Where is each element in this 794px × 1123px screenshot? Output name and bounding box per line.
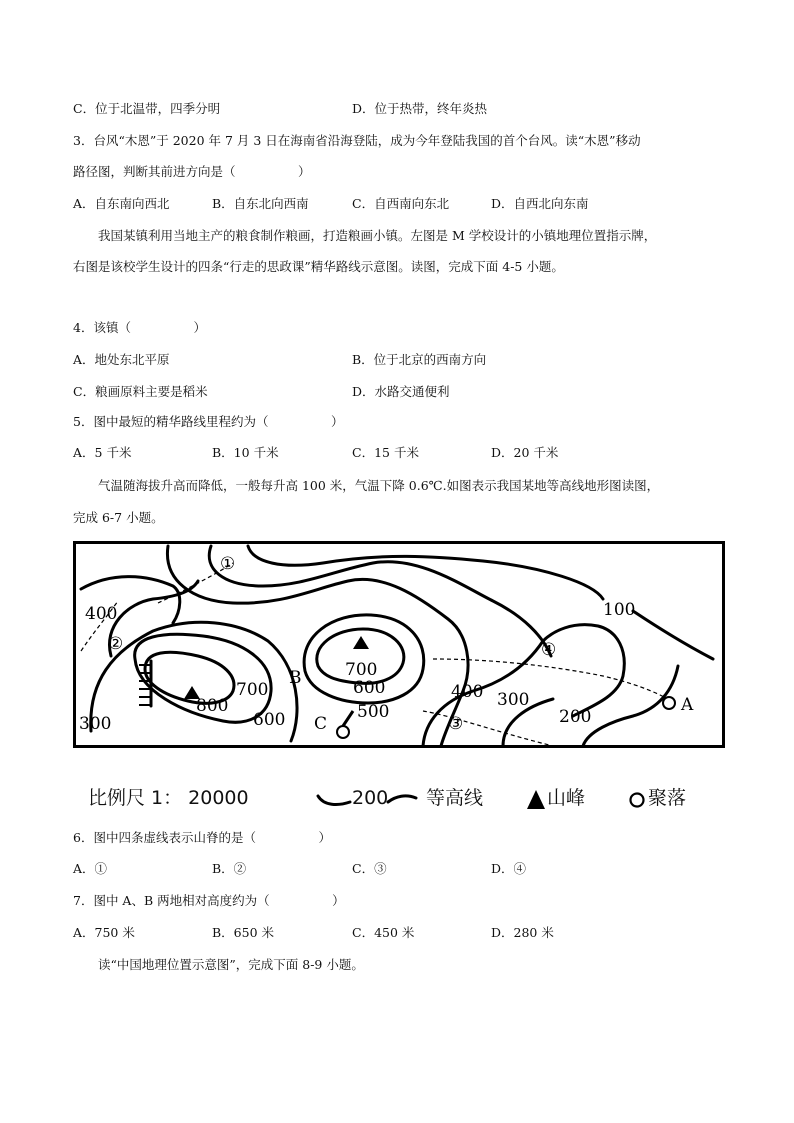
legend-peak-text: 山峰 [547,787,586,809]
q6-stem: 6．图中四条虚线表示山脊的是（ ） [73,830,331,845]
contour-label: 300 [497,690,530,710]
place-label-b: B [289,668,302,688]
legend-scale: 比例尺 1： 20000 [88,787,249,809]
q7-option-b: B．650 米 [212,925,275,940]
contour-legend-icon [316,790,352,810]
q2-option-c: C．位于北温带，四季分明 [73,101,221,116]
route-marker-3: ③ [448,714,464,734]
place-label-a: A [681,695,694,715]
intro-45-line1: 我国某镇利用当地主产的粮食制作粮画，打造粮画小镇。左图是 M 学校设计的小镇地理位置指示牌， [98,228,657,243]
legend-contour-text: 等高线 [426,787,484,809]
peak-legend-icon [526,788,546,810]
contour-label: 300 [79,714,112,734]
contour-label: 100 [603,600,636,620]
place-label-c: C [314,714,328,734]
settlement-legend-icon [628,791,646,809]
q4-stem: 4．该镇（ ） [73,320,206,335]
q5-option-c: C．15 千米 [352,445,419,460]
q3-option-a: A．自东南向西北 [73,196,170,211]
contour-label: 700 [236,680,269,700]
q3-stem-line2: 路径图，判断其前进方向是（ ） [73,164,311,179]
q7-option-a: A．750 米 [73,925,135,940]
route-marker-2: ② [108,634,124,654]
contour-label: 500 [357,702,390,722]
q5-option-d: D．20 千米 [491,445,559,460]
q6-option-c: C．③ [352,861,387,876]
q7-option-c: C．450 米 [352,925,415,940]
contour-label: 200 [559,707,592,727]
q4-option-b: B．位于北京的西南方向 [352,352,487,367]
q3-option-b: B．自东北向西南 [212,196,309,211]
q3-stem-line1: 3．台风“木恩”于 2020 年 7 月 3 日在海南省沿海登陆，成为今年登陆我国的首个台风。读“木恩”移动 [73,133,641,148]
intro-67-line2: 完成 6-7 小题。 [73,510,164,525]
q5-stem: 5．图中最短的精华路线里程约为（ ） [73,414,344,429]
q7-option-d: D．280 米 [491,925,554,940]
q6-option-a: A．① [73,861,108,876]
intro-45-line2: 右图是该校学生设计的四条“行走的思政课”精华路线示意图。读图，完成下面 4-5 小题。 [73,259,564,274]
map-frame [73,541,725,748]
contour-label: 600 [253,710,286,730]
contour-label: 400 [85,604,118,624]
route-marker-1: ① [220,554,236,574]
q5-option-a: A．5 千米 [73,445,132,460]
intro-67-line1: 气温随海拔升高而降低，一般每升高 100 米，气温下降 0.6℃.如图表示我国某地等高线地形图读图， [98,478,660,493]
legend-contour-value: 200 [352,787,389,809]
contour-label: 800 [196,696,229,716]
q3-option-c: C．自西南向东北 [352,196,450,211]
intro-89-line1: 读“中国地理位置示意图”，完成下面 8-9 小题。 [98,957,364,972]
q7-stem: 7．图中 A、B 两地相对高度约为（ ） [73,893,345,908]
q4-option-a: A．地处东北平原 [73,352,170,367]
q4-option-d: D．水路交通便利 [352,384,450,399]
q6-option-b: B．② [212,861,247,876]
legend-settlement-text: 聚落 [648,787,687,809]
q5-option-b: B．10 千米 [212,445,279,460]
q3-option-d: D．自西北向东南 [491,196,589,211]
q2-option-d: D．位于热带，终年炎热 [352,101,488,116]
q4-option-c: C．粮画原料主要是稻米 [73,384,208,399]
route-marker-4: ④ [541,640,557,660]
contour-label: 400 [451,682,484,702]
contour-legend-icon [386,790,418,810]
contour-label: 600 [353,678,386,698]
contour-label: 700 [345,660,378,680]
q6-option-d: D．④ [491,861,527,876]
